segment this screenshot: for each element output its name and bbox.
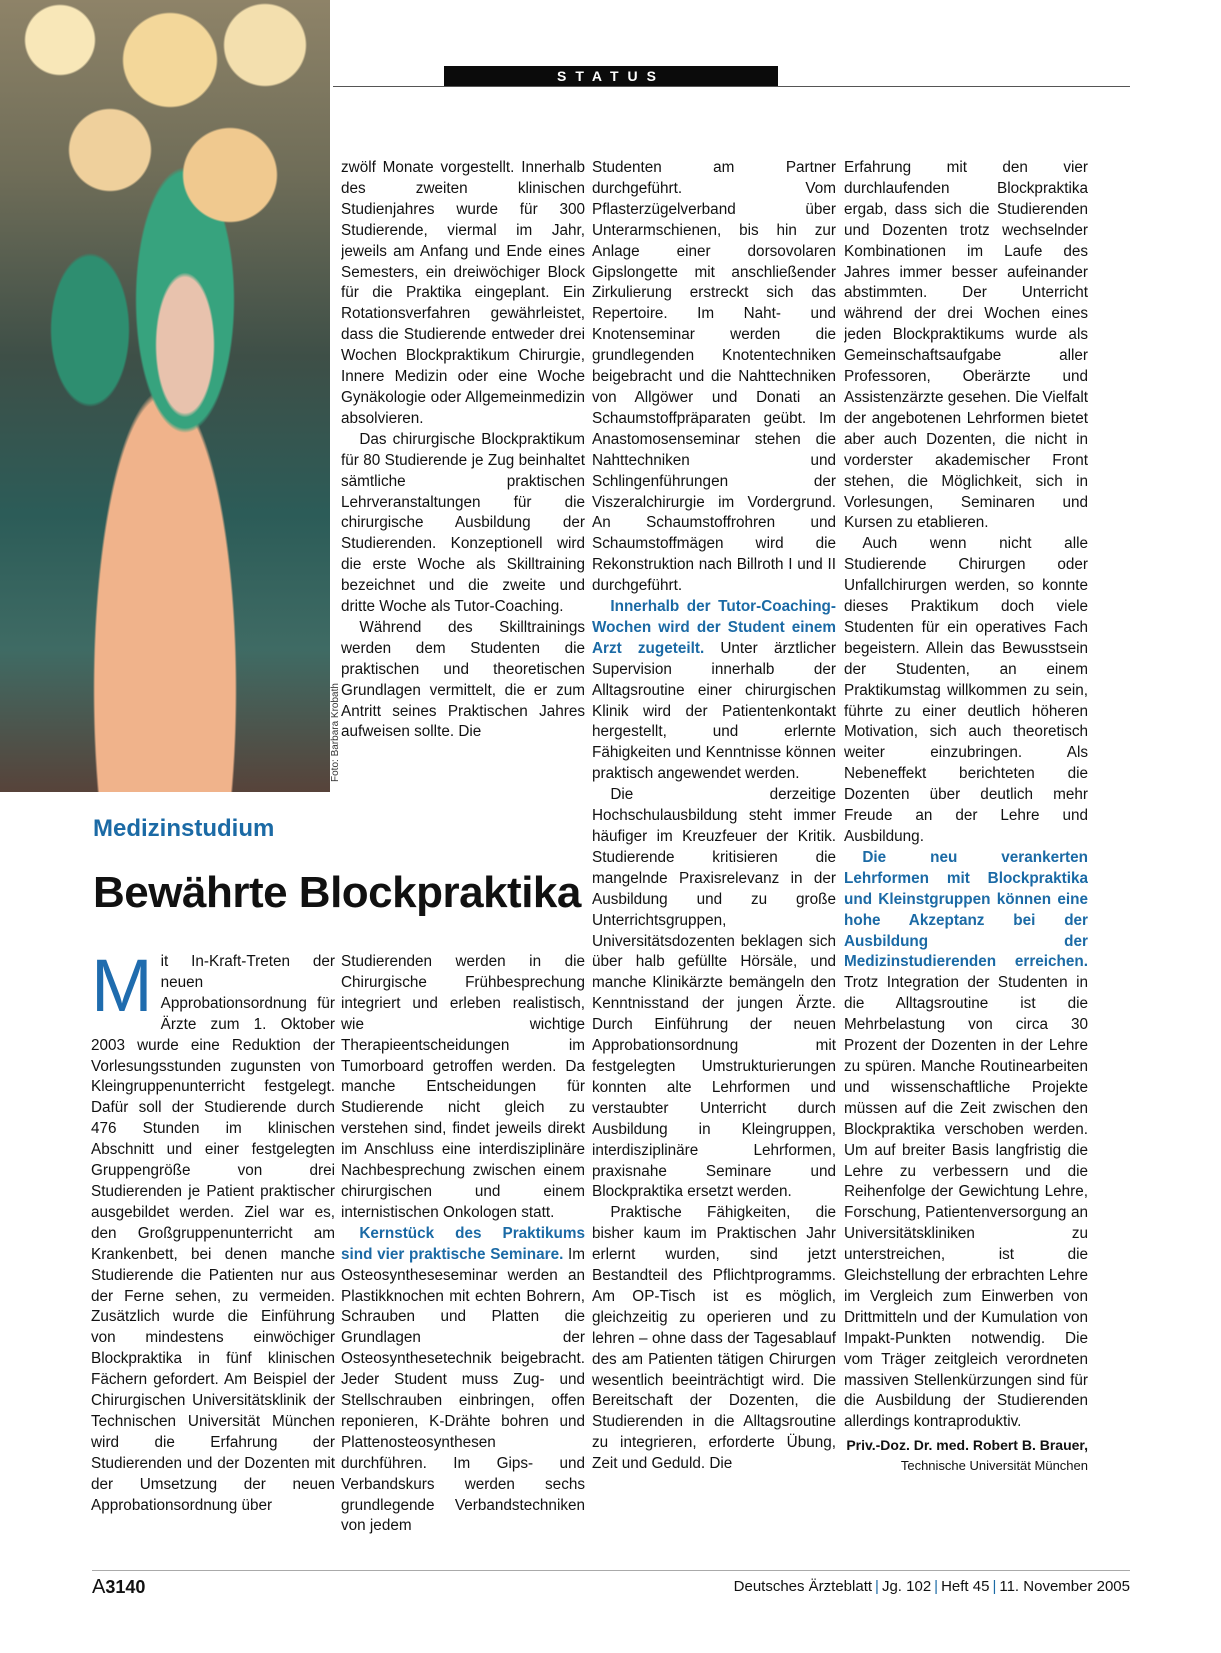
column-2-bottom — [341, 952, 585, 1546]
lead-text: it In-Kraft-Treten der neuen Approbationsordnung für Ärzte zum 1. Oktober 2003 wurde eine Reduktion der Vorlesungsstunden zugunsten von Kleingruppenunterricht festgelegt. Dafür soll der Studierende durch 476 Stunden im klinischen Abschnitt und einer festgelegten Gruppengröße von drei Studierenden je Patient praktischer ausgebildet werden. Ziel war es, den Großgruppenunterricht am Krankenbett, bei denen manche Studierende die Patienten nur aus der Ferne sehen, zu vermeiden. Zusätzlich wurde die Einführung von mindestens einwöchiger Blockpraktika in fünf klinischen Fächern gefordert. Am Beispiel der Chirurgischen Universitätsklinik der Technischen Universität München wird die Erfahrung der Studierenden und der Dozenten mit der Umsetzung der neuen Approbationsordnung über — [91, 953, 335, 1514]
surgery-photo — [0, 0, 330, 792]
separator: | — [875, 1578, 879, 1595]
paragraph — [341, 1224, 585, 1538]
page-number — [92, 1576, 145, 1599]
highlight-sentence: Innerhalb der Tutor-Coaching-Wochen wird der Student einem Arzt zugeteilt. — [592, 598, 836, 657]
column-3 — [592, 158, 836, 1546]
page-number-value: 3140 — [105, 1577, 146, 1597]
paragraph — [844, 848, 1088, 1433]
paragraph-text: Unter ärztlicher Supervision innerhalb der Alltagsroutine einer chirurgischen Klinik wird der Patientenkontakt hergestellt, und erlernte Fähigkeiten und Kenntnisse können praktisch angewendet werden. — [592, 639, 836, 783]
column-4 — [844, 158, 1088, 1548]
paragraph: Das chirurgische Blockpraktikum für 80 Studierende je Zug beinhaltet sämtliche praktischen Lehrveranstaltungen für die chirurgische Ausbildung der Studierenden. Konzeptionell wird die erste Woche als Skilltraining bezeichnet und die zweite und dritte Woche als Tutor-Coaching. — [341, 430, 585, 616]
paragraph: Praktische Fähigkeiten, die bisher kaum im Praktischen Jahr erlernt wurden, sind jetzt Bestandteil des Pflichtprogramms. Am OP-Tisch ist es möglich, gleichzeitig zu operieren und zu lehren – ohne dass der Tagesablauf des am Patienten tätigen Chirurgen wesentlich beeinträchtigt wird. Die Bereitschaft der Dozenten, die Studierenden in die Alltagsroutine zu integrieren, erforderte Übung, Zeit und Geduld. Die — [592, 1204, 836, 1473]
paragraph: zwölf Monate vorgestellt. Innerhalb des zweiten klinischen Studienjahres wurde für 300 Studierende, viermal im Jahr, jeweils am Anfang und Ende eines Semesters, ein dreiwöchiger Block für die Praktika eingeplant. Ein Rotationsverfahren gewährleistet, dass die Studierende entweder drei Wochen Blockpraktikum Chirurgie, Innere Medizin oder eine Woche Gynäkologie oder Allgemeinmedizin absolvieren. — [341, 159, 585, 427]
header-rule — [333, 86, 1130, 87]
highlight-sentence: Kernstück des Praktikums sind vier praktische Seminare. — [341, 1224, 585, 1263]
footer-rule — [92, 1570, 1130, 1571]
page-prefix: A — [92, 1576, 106, 1598]
publication-info — [694, 1578, 1130, 1595]
paragraph: Auch wenn nicht alle Studierende Chirurgen oder Unfallchirurgen werden, so konnte dieses Praktikum doch viele Studenten für ein operatives Fach begeistern. Allein das Bewusstsein der Studenten, an einem Praktikumstag willkommen zu sein, führte zu einer deutlich höheren Motivation, sich auch theoretisch weiter einzubringen. Als Nebeneffekt berichteten die Dozenten über deutlich mehr Freude an der Lehre und Ausbildung. — [844, 535, 1088, 845]
journal-name: Deutsches Ärzteblatt — [733, 1578, 873, 1595]
separator: | — [992, 1578, 997, 1595]
column-2-top — [341, 158, 585, 762]
paragraph-text: Trotz Integration der Studenten in die Alltagsroutine ist die Mehrbelastung von circa 30 Prozent der Dozenten in der Lehre zu spüren. Manche Routinearbeiten und wissenschaftliche Projekte müssen auf die Zeit zwischen den Blockpraktika verschoben werden. Um auf breiter Basis langfristig die Lehre zu verbessern und die Reihenfolge der Gewichtung Lehre, Forschung, Patientenversorgung an Universitätskliniken zu unterstreichen, ist die Gleichstellung der erbrachten Lehre im Vergleich zum Einwerben von Drittmitteln und der Kumulation von Impakt-Punkten notwendig. Die vom Träger zeitgleich verordneten massiven Stellenkürzungen sind für die Ausbildung der Studierenden allerdings kontraproduktiv. — [844, 974, 1088, 1431]
author-name: Priv.-Doz. Dr. med. Robert B. Brauer, — [846, 1437, 1088, 1454]
paragraph: Erfahrung mit den vier durchlaufenden Blockpraktika ergab, dass sich die Studierenden und Dozenten trotz wechselnder Kombinationen im Laufe des Jahres immer besser aufeinander abstimmten. Der Unterricht während der drei Wochen eines jeden Blockpraktikums wurde als Gemeinschaftsaufgabe aller Professoren, Oberärzte und Assistenzärzte gesehen. Die Vielfalt der angebotenen Lehrformen bietet aber auch Dozenten, die nicht in vorderster akademischer Front stehen, die Möglichkeit, sich in Vorlesungen, Seminaren und Kursen zu etablieren. — [844, 159, 1088, 532]
paragraph: Studierenden werden in die Chirurgische Frühbesprechung integriert und erleben realistisch, wie wichtige Therapieentscheidungen im Tumorboard getroffen werden. Da manche Entscheidungen für Studierende nicht gleich zu verstehen sind, findet jeweils direkt im Anschluss eine interdisziplinäre Nachbesprechung zwischen einem chirurgischen und einem internistischen Onkologen statt. — [341, 953, 585, 1221]
author-affiliation: Technische Universität München — [900, 1458, 1088, 1474]
paragraph-text: Im Osteosyntheseseminar werden an Plastikknochen mit echten Bohrern, Schrauben und Platten die Grundlagen der Osteosynthesetechnik beigebracht. Jeder Student muss Zug- und Stellschrauben einbringen, offen reponieren, K-Drähte bohren und Plattenosteosynthesen durchführen. Im Gips- und Verbandskurs werden sechs grundlegende Verbandstechniken von jedem — [341, 1245, 585, 1535]
paragraph: Die derzeitige Hochschulausbildung steht immer häufiger im Kreuzfeuer der Kritik. Studierende kritisieren die mangelnde Praxisrelevanz in der Ausbildung und zu große Unterrichtsgruppen, Universitätsdozenten beklagen sich über halb gefüllte Hörsäle, und manche Klinikärzte bemängeln den Kenntnisstand der jungen Ärzte. Durch Einführung der neuen Approbationsordnung mit festgelegten Umstrukturierungen konnten alte Lehrformen und verstaubter Unterricht durch Ausbildung in Kleingruppen, interdisziplinäre Lehrformen, praxisnahe Seminare und Blockpraktika ersetzt werden. — [592, 786, 836, 1201]
photo-credit: Foto: Barbara Krobath — [330, 683, 341, 782]
issue: Heft 45 — [941, 1578, 990, 1595]
issue-date: 11. November 2005 — [999, 1578, 1130, 1595]
drop-cap: M — [91, 952, 153, 1027]
separator: | — [934, 1578, 939, 1595]
lead-paragraph — [91, 952, 335, 1516]
volume: Jg. 102 — [881, 1578, 932, 1595]
article-headline: Bewährte Blockpraktika — [93, 868, 581, 917]
article-kicker: Medizinstudium — [93, 815, 275, 842]
paragraph — [592, 597, 836, 785]
highlight-sentence: Die neu verankerten Lehrformen mit Blockpraktika und Kleinstgruppen können eine hohe Akzeptanz bei der Ausbildung der Medizinstudierenden erreichen. — [844, 848, 1088, 971]
paragraph: Während des Skilltrainings werden dem Studenten die praktischen und theoretischen Grundlagen vermittelt, die er zum Antritt seines Praktischen Jahres aufweisen sollte. Die — [341, 618, 585, 741]
column-1 — [91, 952, 335, 1546]
paragraph: Studenten am Partner durchgeführt. Vom Pflasterzügelverband über Unterarmschienen, bis hin zur Anlage einer dorsovolaren Gipslongette mit anschließender Zirkulierung erstreckt sich das Repertoire. Im Naht- und Knotenseminar werden die grundlegenden Knotentechniken beigebracht und die Nahttechniken von Allgöwer und Donati an Schaumstoffpräparaten geübt. Im Anastomosenseminar stehen die Nahttechniken und Schlingenführungen der Viszeralchirurgie im Vordergrund. An Schaumstoffrohren und Schaumstoffmägen wird die Rekonstruktion nach Billroth I und II durchgeführt. — [592, 159, 836, 595]
section-label: STATUS — [444, 66, 778, 86]
